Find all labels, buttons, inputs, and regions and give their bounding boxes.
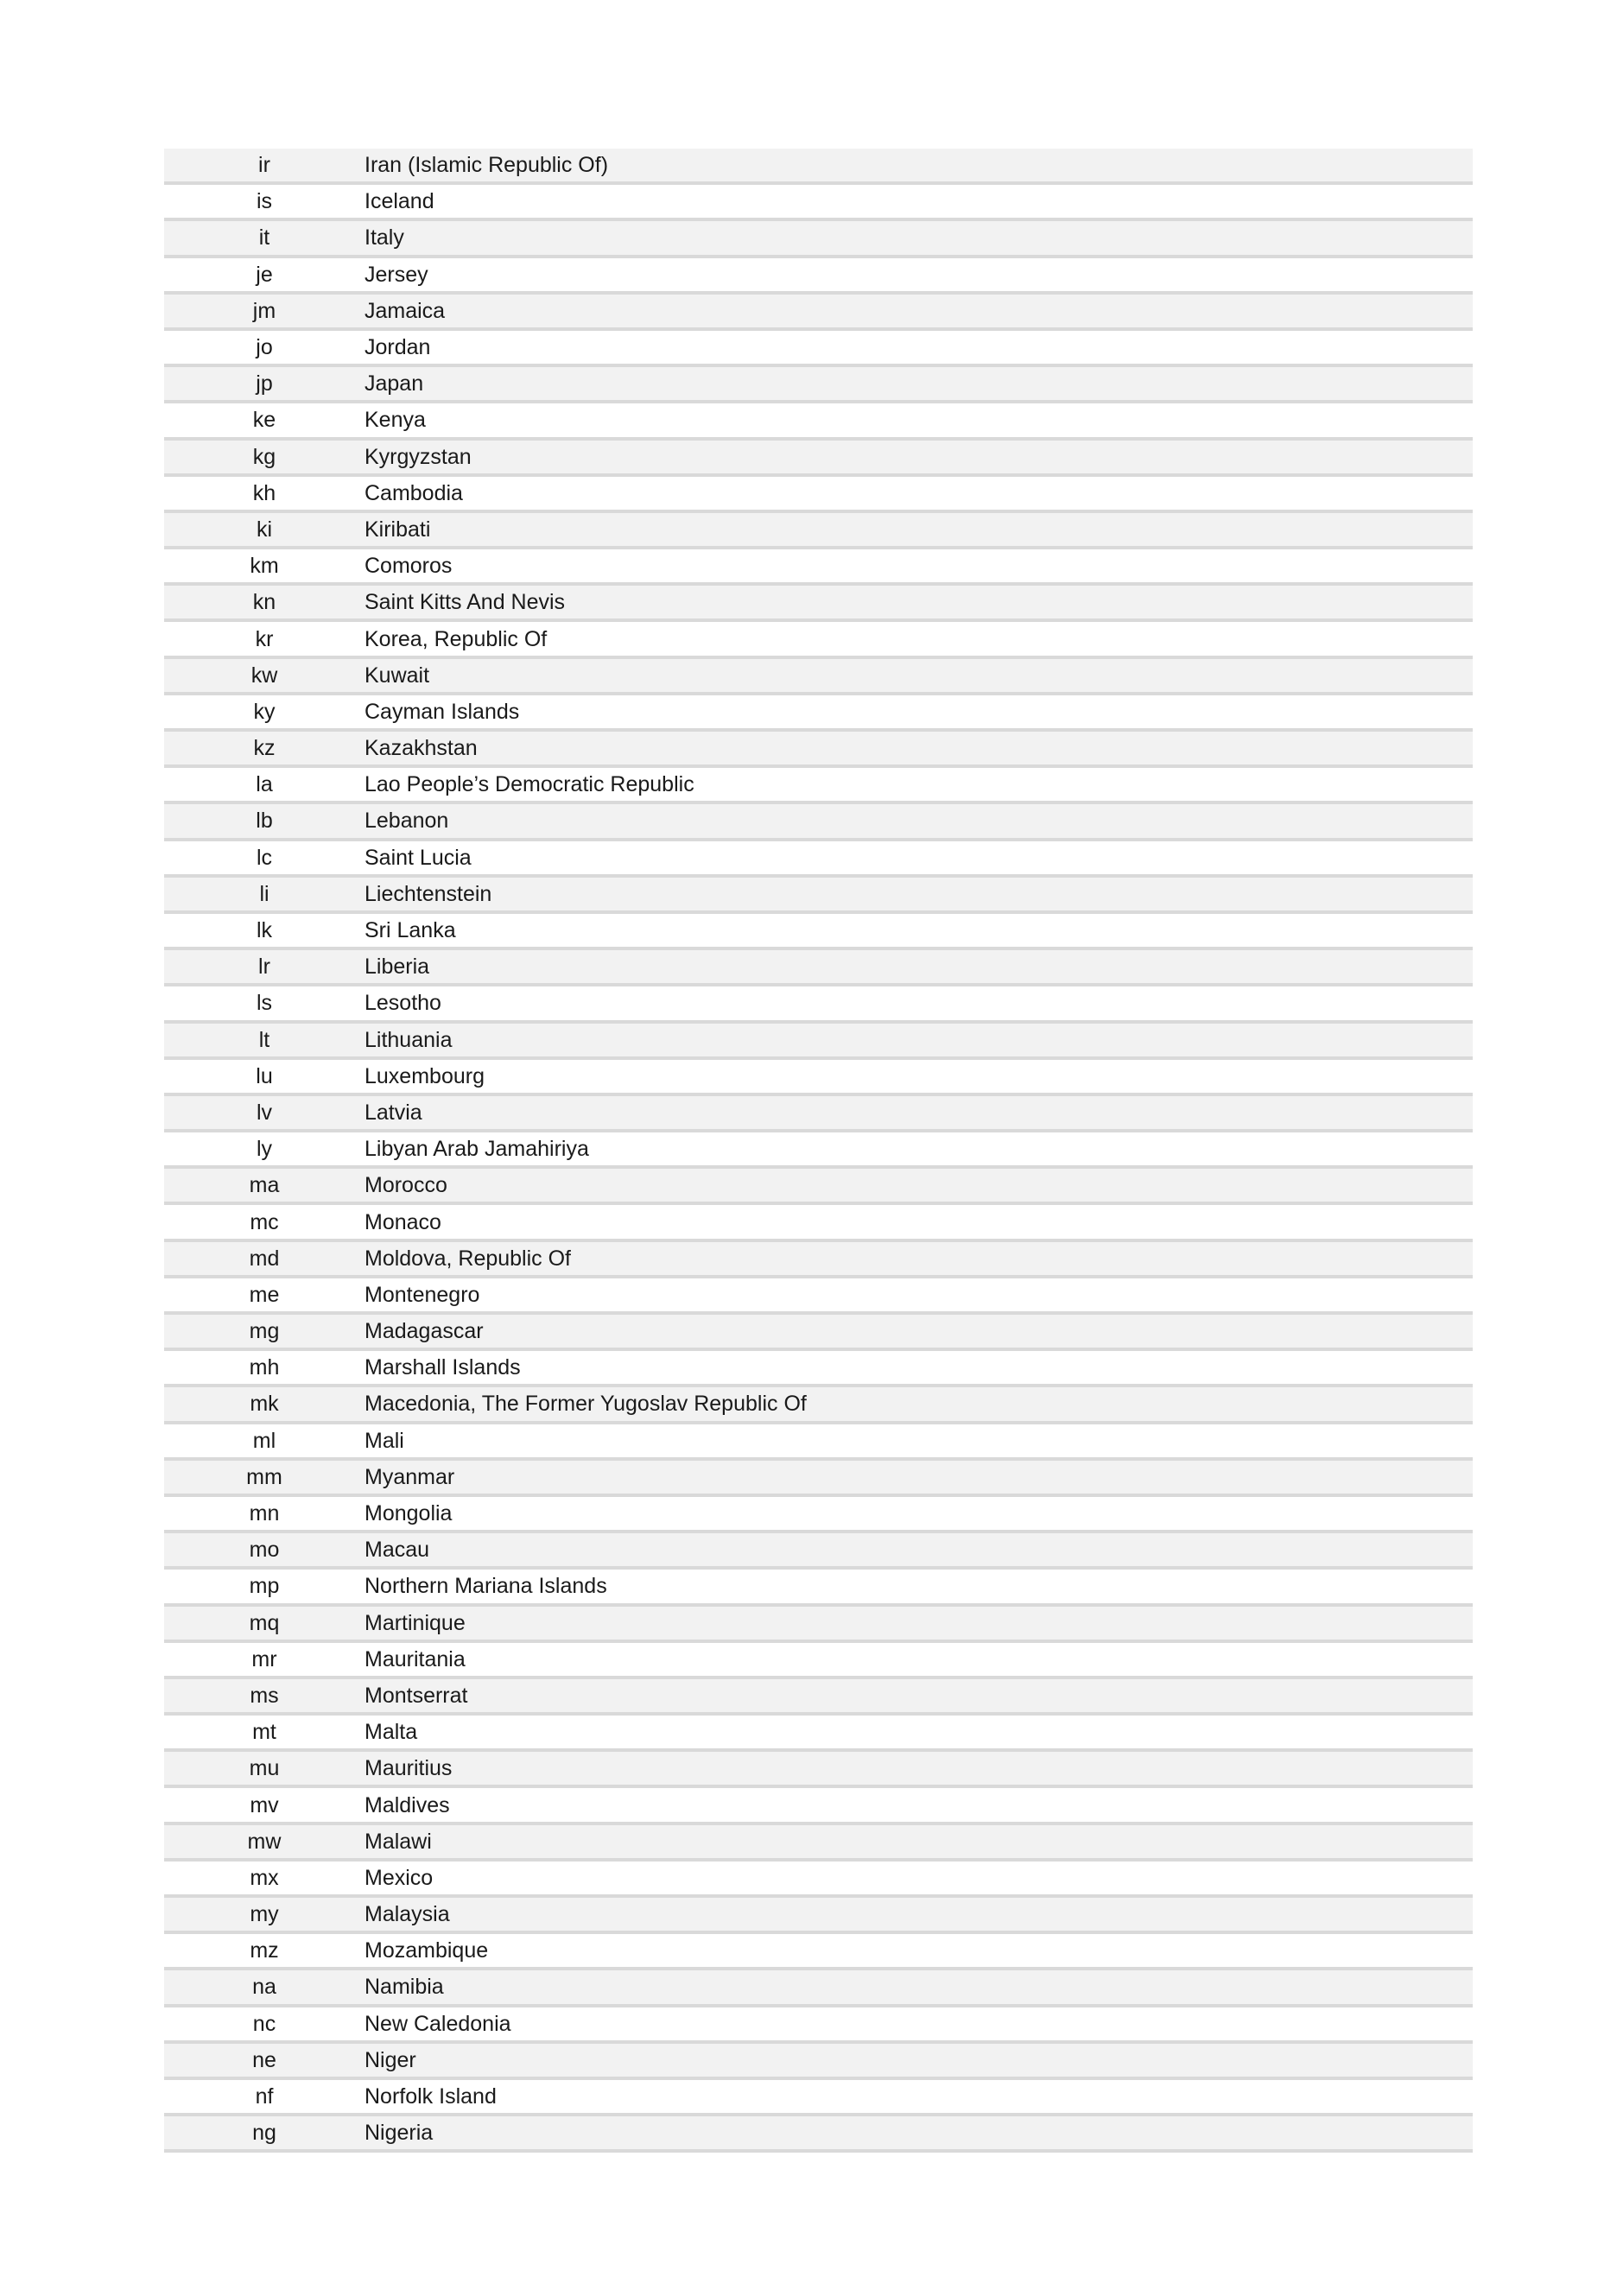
table-row xyxy=(164,1169,1473,1205)
country-name-cell: Japan xyxy=(365,371,424,396)
table-row xyxy=(164,1315,1473,1351)
country-code-cell: lt xyxy=(258,1027,270,1052)
country-name-cell: Italy xyxy=(365,225,404,251)
country-code-cell: mm xyxy=(246,1464,282,1489)
country-code-cell: jm xyxy=(252,298,276,323)
table-row xyxy=(164,2116,1473,2153)
country-name-cell: Mali xyxy=(365,1428,404,1453)
country-name-cell: Jersey xyxy=(365,262,428,287)
country-code-cell: mn xyxy=(249,1501,280,1526)
table-row xyxy=(164,1278,1473,1315)
table-row xyxy=(164,1533,1473,1570)
country-name-cell: Montenegro xyxy=(365,1282,480,1307)
country-name-cell: Malta xyxy=(365,1720,418,1745)
country-code-cell: kw xyxy=(250,663,278,688)
country-name-cell: Mauritius xyxy=(365,1756,453,1781)
country-code-cell: lu xyxy=(256,1063,273,1088)
country-code-cell: ne xyxy=(252,2047,276,2072)
table-row xyxy=(164,221,1473,257)
table-row xyxy=(164,185,1473,221)
country-code-cell: kh xyxy=(252,480,276,505)
country-name-cell: Iran (Islamic Republic Of) xyxy=(365,153,609,178)
country-code-cell: km xyxy=(250,554,279,579)
table-row xyxy=(164,695,1473,732)
country-name-cell: Kenya xyxy=(365,408,426,433)
country-name-cell: Morocco xyxy=(365,1173,447,1198)
country-name-cell: Myanmar xyxy=(365,1464,455,1489)
table-row xyxy=(164,1970,1473,2007)
table-row xyxy=(164,1752,1473,1788)
table-row xyxy=(164,586,1473,622)
country-code-cell: mh xyxy=(249,1355,280,1380)
table-row xyxy=(164,1607,1473,1643)
country-name-cell: Lao People’s Democratic Republic xyxy=(365,772,694,797)
country-name-cell: Martinique xyxy=(365,1610,466,1635)
country-name-cell: Mongolia xyxy=(365,1501,453,1526)
country-code-cell: mv xyxy=(250,1792,279,1817)
table-row xyxy=(164,331,1473,367)
country-code-cell: na xyxy=(252,1975,276,2000)
country-name-cell: Malaysia xyxy=(365,1902,450,1927)
country-code-cell: jo xyxy=(256,335,273,360)
country-name-cell: Liberia xyxy=(365,955,430,980)
table-row xyxy=(164,950,1473,986)
table-row xyxy=(164,986,1473,1023)
country-name-cell: Lesotho xyxy=(365,991,441,1016)
country-name-cell: Kazakhstan xyxy=(365,736,478,761)
country-code-table xyxy=(164,149,1473,2153)
country-name-cell: New Caledonia xyxy=(365,2011,511,2036)
country-name-cell: Monaco xyxy=(365,1209,441,1234)
table-row xyxy=(164,1096,1473,1132)
country-code-cell: is xyxy=(256,189,273,214)
table-row xyxy=(164,513,1473,549)
country-code-cell: ls xyxy=(256,991,273,1016)
table-row xyxy=(164,1060,1473,1096)
country-name-cell: Liechtenstein xyxy=(365,881,492,906)
country-code-cell: mk xyxy=(250,1392,279,1417)
country-code-cell: mu xyxy=(249,1756,280,1781)
country-code-cell: md xyxy=(249,1246,280,1271)
country-code-cell: la xyxy=(256,772,273,797)
table-row xyxy=(164,549,1473,586)
table-row xyxy=(164,1242,1473,1278)
country-name-cell: Iceland xyxy=(365,189,434,214)
country-code-cell: ms xyxy=(250,1683,279,1708)
country-name-cell: Macedonia, The Former Yugoslav Republic Of xyxy=(365,1392,807,1417)
country-name-cell: Cambodia xyxy=(365,480,463,505)
country-code-cell: mg xyxy=(249,1319,280,1344)
country-code-cell: mq xyxy=(249,1610,280,1635)
country-name-cell: Kiribati xyxy=(365,517,431,542)
country-code-cell: je xyxy=(256,262,273,287)
table-row xyxy=(164,878,1473,914)
country-code-cell: lk xyxy=(256,918,273,943)
country-code-cell: ir xyxy=(258,153,270,178)
table-row xyxy=(164,1934,1473,1970)
country-code-cell: mz xyxy=(250,1938,279,1963)
country-code-cell: my xyxy=(250,1902,279,1927)
country-name-cell: Kuwait xyxy=(365,663,430,688)
country-code-cell: nc xyxy=(252,2011,276,2036)
country-code-cell: mo xyxy=(249,1538,280,1563)
country-code-cell: li xyxy=(259,881,269,906)
country-code-cell: lc xyxy=(256,845,273,870)
country-name-cell: Niger xyxy=(365,2047,416,2072)
country-code-cell: it xyxy=(258,225,270,251)
country-code-cell: jp xyxy=(256,371,273,396)
country-code-cell: mw xyxy=(247,1829,282,1854)
table-row xyxy=(164,1570,1473,1606)
country-code-cell: nf xyxy=(255,2084,274,2109)
country-code-cell: mp xyxy=(249,1574,280,1599)
table-row xyxy=(164,914,1473,950)
country-name-cell: Libyan Arab Jamahiriya xyxy=(365,1137,589,1162)
table-row xyxy=(164,841,1473,878)
country-name-cell: Jordan xyxy=(365,335,431,360)
country-name-cell: Kyrgyzstan xyxy=(365,444,472,469)
country-name-cell: Nigeria xyxy=(365,2121,434,2146)
table-row xyxy=(164,1497,1473,1533)
country-code-cell: ng xyxy=(252,2121,276,2146)
country-code-cell: mx xyxy=(250,1865,279,1890)
table-row xyxy=(164,477,1473,513)
country-code-cell: kg xyxy=(252,444,276,469)
country-name-cell: Moldova, Republic Of xyxy=(365,1246,572,1271)
country-code-cell: mt xyxy=(252,1720,276,1745)
table-row xyxy=(164,2080,1473,2116)
table-row xyxy=(164,1132,1473,1169)
country-code-cell: mc xyxy=(250,1209,279,1234)
country-name-cell: Comoros xyxy=(365,554,453,579)
table-row xyxy=(164,149,1473,185)
table-row xyxy=(164,1351,1473,1387)
country-name-cell: Malawi xyxy=(365,1829,432,1854)
country-code-cell: ke xyxy=(252,408,276,433)
country-name-cell: Korea, Republic Of xyxy=(365,626,548,651)
country-name-cell: Cayman Islands xyxy=(365,699,520,724)
table-row xyxy=(164,1679,1473,1716)
country-name-cell: Madagascar xyxy=(365,1319,484,1344)
table-row xyxy=(164,1825,1473,1862)
table-row xyxy=(164,1424,1473,1461)
country-code-cell: me xyxy=(249,1282,280,1307)
country-code-cell: kz xyxy=(253,736,276,761)
country-code-cell: ly xyxy=(256,1137,273,1162)
table-row xyxy=(164,1205,1473,1241)
table-row xyxy=(164,295,1473,331)
country-code-cell: ki xyxy=(256,517,273,542)
country-name-cell: Jamaica xyxy=(365,298,446,323)
table-row xyxy=(164,732,1473,768)
table-row xyxy=(164,1716,1473,1752)
country-name-cell: Saint Kitts And Nevis xyxy=(365,590,566,615)
table-row xyxy=(164,1024,1473,1060)
country-name-cell: Maldives xyxy=(365,1792,450,1817)
table-row xyxy=(164,1898,1473,1934)
table-row xyxy=(164,2044,1473,2080)
country-name-cell: Marshall Islands xyxy=(365,1355,521,1380)
country-name-cell: Mozambique xyxy=(365,1938,489,1963)
table-row xyxy=(164,659,1473,695)
table-row xyxy=(164,1643,1473,1679)
country-name-cell: Luxembourg xyxy=(365,1063,485,1088)
country-name-cell: Latvia xyxy=(365,1100,422,1125)
table-row xyxy=(164,768,1473,804)
country-name-cell: Mexico xyxy=(365,1865,434,1890)
country-code-cell: ml xyxy=(252,1428,276,1453)
table-row xyxy=(164,804,1473,840)
table-row xyxy=(164,441,1473,477)
country-code-cell: mr xyxy=(251,1646,277,1671)
table-row xyxy=(164,258,1473,295)
table-row xyxy=(164,622,1473,658)
country-code-cell: ky xyxy=(253,699,276,724)
country-code-cell: lb xyxy=(256,809,273,834)
country-code-cell: kr xyxy=(255,626,274,651)
table-row xyxy=(164,2007,1473,2044)
table-row xyxy=(164,403,1473,440)
country-name-cell: Namibia xyxy=(365,1975,444,2000)
country-code-cell: kn xyxy=(252,590,276,615)
country-name-cell: Saint Lucia xyxy=(365,845,472,870)
country-name-cell: Lithuania xyxy=(365,1027,453,1052)
country-code-cell: lv xyxy=(256,1100,273,1125)
country-name-cell: Lebanon xyxy=(365,809,449,834)
table-row xyxy=(164,1862,1473,1898)
country-name-cell: Norfolk Island xyxy=(365,2084,497,2109)
country-code-cell: lr xyxy=(258,955,270,980)
country-name-cell: Sri Lanka xyxy=(365,918,456,943)
table-row xyxy=(164,1387,1473,1424)
country-name-cell: Macau xyxy=(365,1538,430,1563)
table-row xyxy=(164,367,1473,403)
country-code-cell: ma xyxy=(249,1173,280,1198)
table-row xyxy=(164,1788,1473,1824)
country-name-cell: Northern Mariana Islands xyxy=(365,1574,607,1599)
table-row xyxy=(164,1461,1473,1497)
country-name-cell: Montserrat xyxy=(365,1683,468,1708)
country-name-cell: Mauritania xyxy=(365,1646,466,1671)
